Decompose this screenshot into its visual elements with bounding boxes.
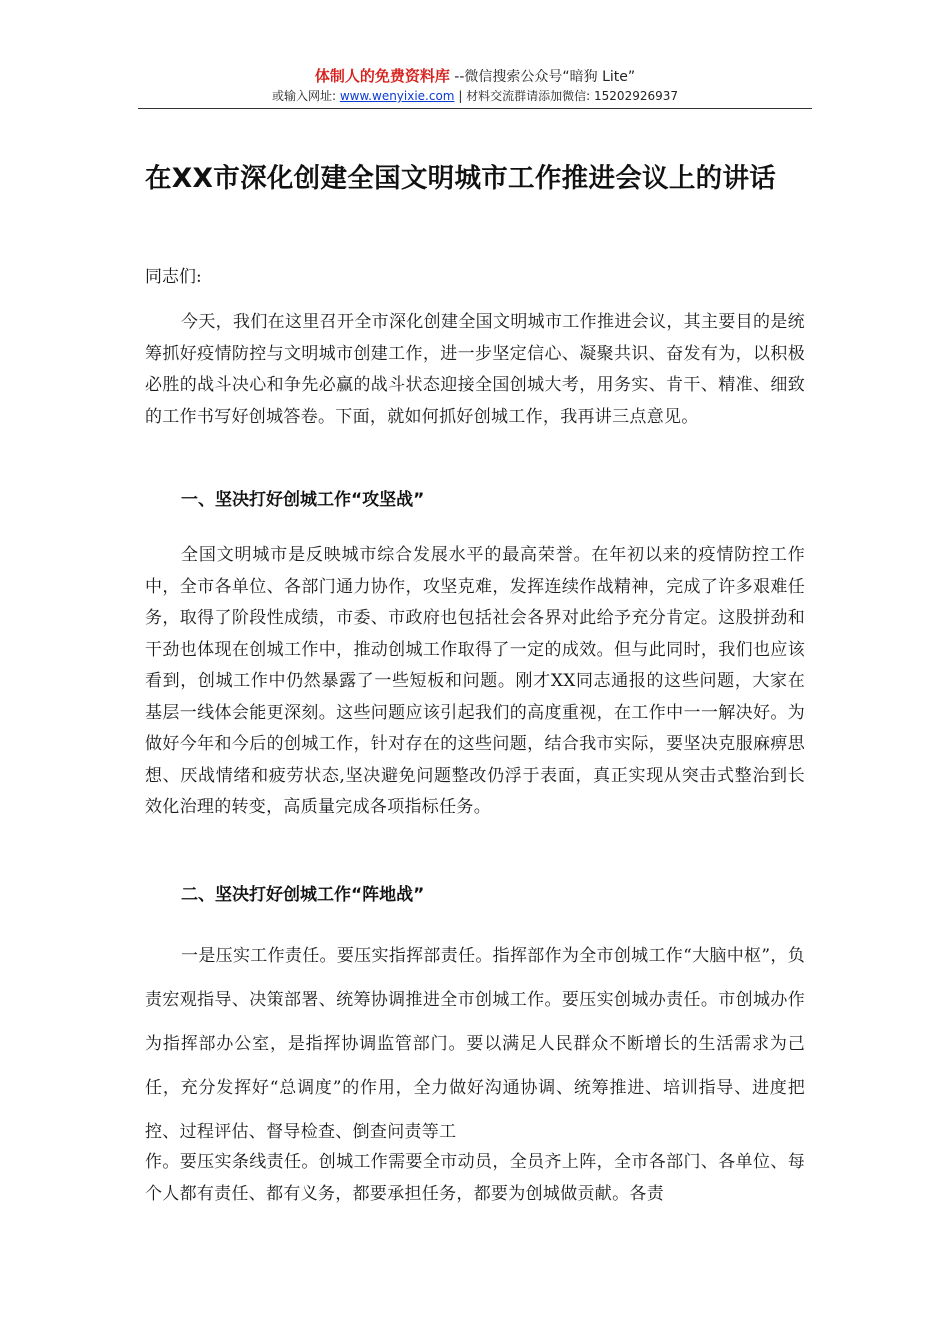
section-2-heading: 二、坚决打好创城工作“阵地战” bbox=[181, 885, 425, 905]
header-url-prefix: 或输入网址: bbox=[271, 89, 340, 103]
page-header bbox=[138, 66, 812, 105]
document-title: 在XX市深化创建全国文明城市工作推进会议上的讲话 bbox=[145, 163, 777, 194]
header-line-2 bbox=[138, 87, 812, 105]
header-website-link[interactable]: www.wenyixie.com bbox=[339, 89, 455, 103]
header-contact: | 材料交流群请添加微信: 15202926937 bbox=[454, 89, 679, 103]
header-tagline: --微信搜索公众号“暗狗 Lite” bbox=[449, 69, 636, 85]
header-line-1 bbox=[138, 66, 812, 87]
section-1-heading: 一、坚决打好创城工作“攻坚战” bbox=[181, 490, 425, 510]
intro-paragraph: 今天，我们在这里召开全市深化创建全国文明城市工作推进会议，其主要目的是统筹抓好疫情防控与文明城市创建工作，进一步坚定信心、凝聚共识、奋发有为，以积极必胜的战斗决心和争先必赢的战斗状态迎接全国创城大考，用务实、肯干、精准、细致的工作书写好创城答卷。下面，就如何抓好创城工作，我再讲三点意见。 bbox=[145, 312, 805, 427]
section-2-paragraph-continued: 作。要压实条线责任。创城工作需要全市动员，全员齐上阵，全市各部门、各单位、每个人都有责任、都有义务，都要承担任务，都要为创城做贡献。各责 bbox=[145, 1152, 805, 1204]
section-2-paragraph: 一是压实工作责任。要压实指挥部责任。指挥部作为全市创城工作“大脑中枢”，负责宏观指导、决策部署、统筹协调推进全市创城工作。要压实创城办责任。市创城办作为指挥部办公室，是指挥协调监管部门。要以满足人民群众不断增长的生活需求为己任，充分发挥好“总调度”的作用，全力做好沟通协调、统筹推进、培训指导、进度把控、过程评估、督导检查、倒查问责等工 bbox=[145, 946, 805, 1142]
greeting: 同志们: bbox=[145, 267, 202, 287]
header-divider bbox=[138, 108, 812, 109]
section-1-paragraph: 全国文明城市是反映城市综合发展水平的最高荣誉。在年初以来的疫情防控工作中，全市各单位、各部门通力协作，攻坚克难，发挥连续作战精神，完成了许多艰难任务，取得了阶段性成绩，市委、市政府也包括社会各界对此给予充分肯定。这股拼劲和干劲也体现在创城工作中，推动创城工作取得了一定的成效。但与此同时，我们也应该看到，创城工作中仍然暴露了一些短板和问题。刚才XX同志通报的这些问题，大家在基层一线体会能更深刻。这些问题应该引起我们的高度重视，在工作中一一解决好。为做好今年和今后的创城工作，针对存在的这些问题，结合我市实际，要坚决克服麻痹思想、厌战情绪和疲劳状态,坚决避免问题整改仍浮于表面，真正实现从突击式整治到长效化治理的转变，高质量完成各项指标任务。 bbox=[145, 545, 805, 817]
header-brand: 体制人的免费资料库 bbox=[314, 67, 450, 85]
